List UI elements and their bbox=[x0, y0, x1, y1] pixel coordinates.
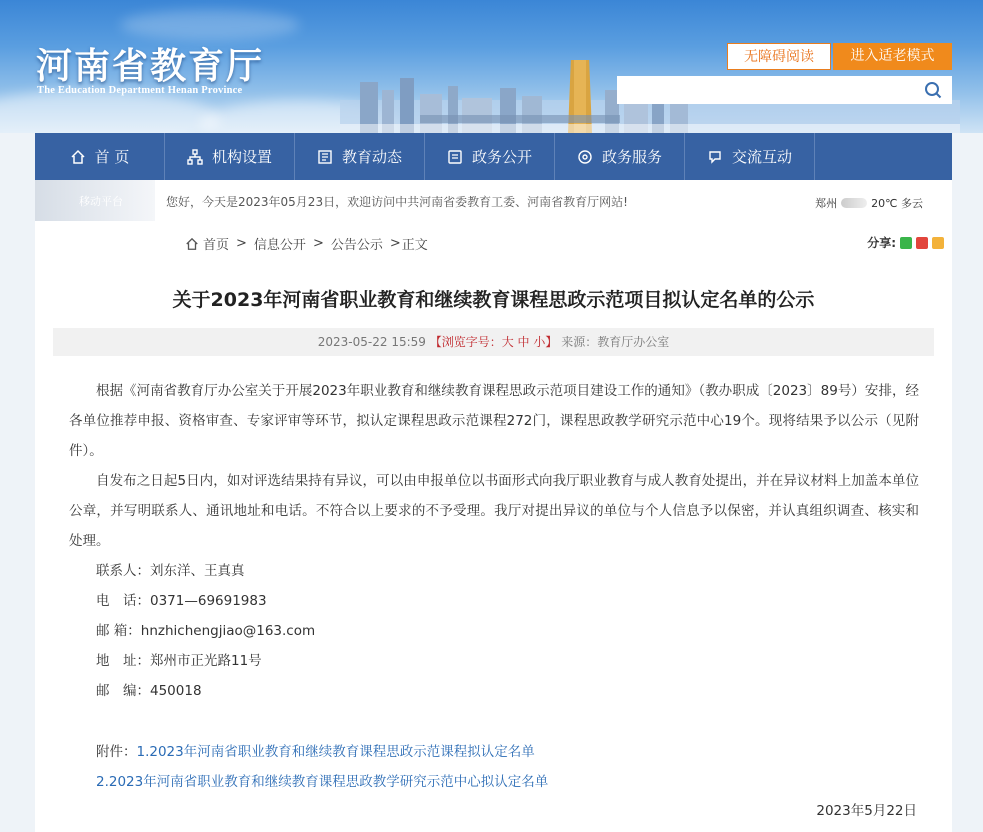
attachment-link[interactable]: 1.2023年河南省职业教育和继续教育课程思政示范课程拟认定名单 bbox=[136, 744, 535, 760]
mobile-platform-tab[interactable] bbox=[35, 180, 155, 221]
site-header bbox=[0, 0, 983, 133]
wechat-share-icon[interactable] bbox=[900, 237, 912, 249]
article-source: 来源：教育厅办公室 bbox=[561, 335, 670, 349]
cloud-decoration bbox=[0, 90, 220, 133]
nav-item-label: 教育动态 bbox=[341, 148, 402, 166]
search-input[interactable] bbox=[623, 76, 917, 104]
contact-email: 邮 箱：hnzhichengjiao@163.com bbox=[96, 623, 316, 639]
search-icon[interactable] bbox=[924, 81, 942, 99]
contact-person: 联系人：刘东洋、王真真 bbox=[96, 563, 245, 579]
welcome-text: 您好，今天是2023年05月23日，欢迎访问中共河南省委教育工委、河南省教育厅网站! bbox=[166, 195, 628, 209]
breadcrumb-home[interactable]: 首页 bbox=[203, 238, 230, 253]
nav-item-news[interactable] bbox=[295, 133, 425, 180]
site-logo-subtitle: The Education Department Henan Province bbox=[37, 85, 243, 96]
weather-widget bbox=[815, 195, 923, 211]
site-logo-title[interactable]: 河南省教育厅 bbox=[36, 45, 265, 87]
org-icon bbox=[187, 149, 203, 165]
search-box bbox=[617, 76, 952, 104]
breadcrumb-announcement[interactable]: 公告公示 bbox=[330, 238, 383, 253]
nav-item-org[interactable] bbox=[165, 133, 295, 180]
breadcrumb bbox=[185, 234, 428, 253]
share-label: 分享: bbox=[867, 236, 896, 250]
contact-phone: 电 话：0371—69691983 bbox=[96, 593, 267, 609]
nav-item-gov-open[interactable] bbox=[425, 133, 555, 180]
qq-share-icon[interactable] bbox=[932, 237, 944, 249]
weather-city: 郑州 bbox=[815, 197, 838, 210]
cloudy-icon bbox=[841, 198, 867, 208]
attachments bbox=[96, 737, 548, 797]
nav-item-label: 交流互动 bbox=[731, 148, 792, 166]
paragraph: 根据《河南省教育厅办公室关于开展2023年职业教育和继续教育课程思政示范项目建设工作的通知》（教办职成〔2023〕89号）安排，经各单位推荐申报、资格审查、专家评审等环节，拟认定课程思政示范课程272门，课程思政教学研究示范中心19个。现将结果予以公示（见附件）。 bbox=[69, 383, 919, 459]
nav-item-label: 政务服务 bbox=[601, 148, 662, 166]
interact-icon bbox=[707, 149, 723, 165]
welcome-bar bbox=[35, 180, 952, 222]
nav-item-label: 机构设置 bbox=[211, 148, 272, 166]
accessibility-button[interactable]: 无障碍阅读 bbox=[727, 43, 831, 70]
breadcrumb-separator: > bbox=[312, 236, 324, 251]
weather-info: 20℃ 多云 bbox=[871, 197, 923, 210]
attachment-label: 附件： bbox=[96, 744, 137, 760]
elder-mode-button[interactable]: 进入适老模式 bbox=[833, 43, 952, 70]
contact-postcode: 邮 编：450018 bbox=[96, 683, 202, 699]
news-icon bbox=[317, 149, 333, 165]
home-icon bbox=[70, 149, 86, 165]
publish-date: 2023-05-22 15:59 bbox=[317, 335, 426, 349]
home-icon bbox=[185, 237, 199, 251]
font-size-selector[interactable]: 【浏览字号：大 中 小】 bbox=[429, 335, 558, 349]
attachment-link[interactable]: 2.2023年河南省职业教育和继续教育课程思政教学研究示范中心拟认定名单 bbox=[96, 774, 549, 790]
breadcrumb-info-open[interactable]: 信息公开 bbox=[253, 238, 306, 253]
breadcrumb-separator: > bbox=[236, 236, 247, 251]
nav-item-label: 政务公开 bbox=[471, 148, 532, 166]
article-body bbox=[69, 376, 919, 706]
nav-item-interact[interactable] bbox=[685, 133, 815, 180]
weibo-share-icon[interactable] bbox=[916, 237, 928, 249]
sign-date: 2023年5月22日 bbox=[816, 803, 917, 819]
mobile-platform-label: 移动平台 bbox=[79, 195, 123, 208]
gov-open-icon bbox=[447, 149, 463, 165]
contact-address: 地 址：郑州市正光路11号 bbox=[96, 653, 262, 669]
cloud-decoration bbox=[120, 10, 300, 40]
article-title: 关于2023年河南省职业教育和继续教育课程思政示范项目拟认定名单的公示 bbox=[172, 289, 815, 311]
breadcrumb-separator: > bbox=[389, 236, 401, 251]
nav-item-service[interactable] bbox=[555, 133, 685, 180]
main-nav bbox=[35, 133, 952, 180]
breadcrumb-current: 正文 bbox=[401, 238, 428, 253]
service-icon bbox=[577, 149, 593, 165]
nav-item-home[interactable] bbox=[35, 133, 165, 180]
share-bar bbox=[867, 234, 944, 251]
article-container bbox=[35, 221, 952, 832]
nav-item-label: 首 页 bbox=[94, 148, 130, 166]
paragraph: 自发布之日起5日内，如对评选结果持有异议，可以由申报单位以书面形式向我厅职业教育与成人教育处提出，并在异议材料上加盖本单位公章，并写明联系人、通讯地址和电话。不符合以上要求的不予受理。我厅对提出异议的单位与个人信息予以保密，并认真组织调查、核实和处理。 bbox=[69, 473, 919, 549]
article-meta bbox=[53, 328, 934, 356]
